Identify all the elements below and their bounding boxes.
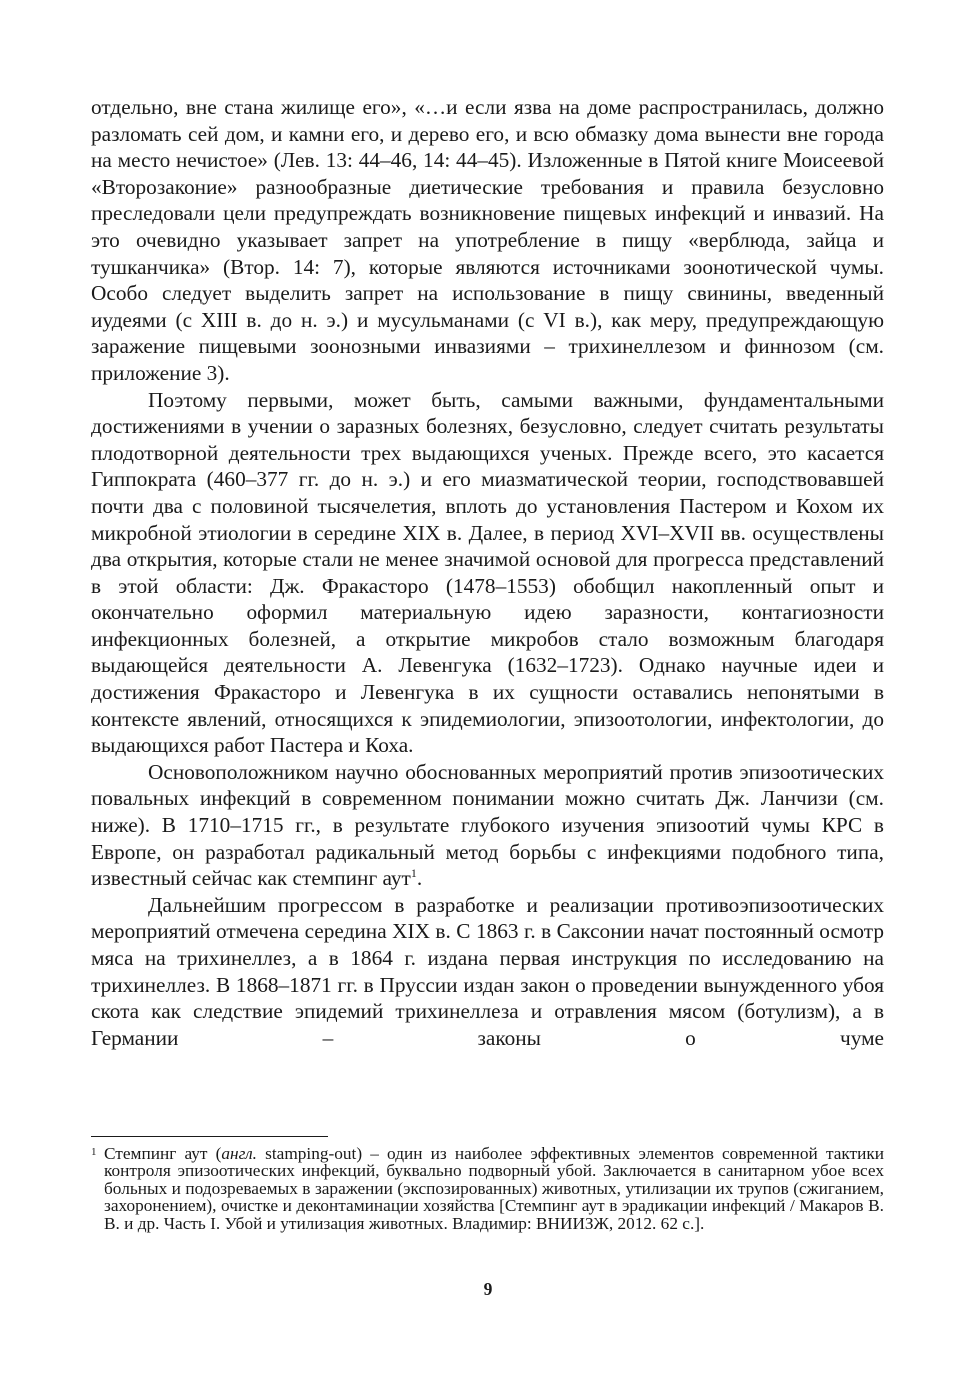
paragraph-4: Дальнейшим прогрессом в разработке и реализации противоэпизоотических мероприятий отмечена середина XIX в. С 1863 г. в Саксонии начат постоянный осмотр мяса на трихинеллез, а в 1864 г. издана первая инструкция по исследованию на трихинеллез. В 1868–1871 гг. в Пруссии издан закон о проведении вынужденного убоя скота как следствие эпидемий трихинеллеза и отравления мясом (ботулизм), а в Германии – законы о чуме: [91, 892, 884, 1050]
footnote: [91, 1145, 884, 1232]
page-body: [91, 94, 884, 1051]
paragraph-3-text: Основоположником научно обоснованных мероприятий против эпизоотических повальных инфекций в современном понимании можно считать Дж. Ланчизи (см. ниже). В 1710–1715 гг., в результате глубокого изучения эпизоотий чумы КРС в Европе, он разработал радикальный метод борьбы с инфекциями подобного типа, известный сейчас как стемпинг аут: [91, 759, 884, 891]
footnote-mark: 1: [91, 1146, 97, 1158]
footnote-italic: англ.: [221, 1144, 257, 1163]
paragraph-3-end: .: [416, 866, 423, 891]
footnote-reference: 1: [410, 866, 417, 881]
page-number: 9: [483, 1279, 493, 1299]
footnote-body: [104, 1145, 884, 1232]
footnote-separator: [91, 1136, 328, 1137]
paragraph-3: [91, 759, 884, 892]
footnote-text-rest: stamping-out) – один из наиболее эффективных элементов современной тактики контроля эпизоотических инфекций, буквально подворный убой. Заключается в санитарном убое всех больных и подозреваемых в заражении (экспозированных) животных, утилизации их трупов (сжиганием, захоронением), очистке и деконтаминации хозяйства [Стемпинг аут в эрадикации инфекций / Макаров В. В. и др. Часть I. Убой и утилизация животных. Владимир: ВНИИЗЖ, 2012. 62 с.].: [104, 1144, 884, 1233]
paragraph-2: Поэтому первыми, может быть, самыми важными, фундаментальными достижениями в учении о заразных болезнях, безусловно, следует считать результаты плодотворной деятельности трех выдающихся ученых. Прежде всего, это касается Гиппократа (460–377 гг. до н. э.) и его миазматической теории, господствовавшей почти два с половиной тысячелетия, вплоть до установления Пастером и Кохом их микробной этиологии в середине XIX в. Далее, в период XVI–XVII вв. осуществлены два открытия, которые стали не менее значимой основой для прогресса представлений в этой области: Дж. Фракасторо (1478–1553) обобщил накопленный опыт и окончательно оформил материальную идею заразности, контагиозности инфекционных болезней, а открытие микробов стало возможным благодаря выдающейся деятельности А. Левенгука (1632–1723). Однако научные идеи и достижения Фракасторо и Левенгука в их сущности оставались непонятыми в контексте явлений, относящихся к эпидемиологии, эпизоотологии, инфектологии, до выдающихся работ Пастера и Коха.: [91, 387, 884, 758]
paragraph-1: отдельно, вне стана жилище его», «…и если язва на доме распространилась, должно разломать сей дом, и камни его, и дерево его, и всю обмазку дома вынести вне города на место нечистое» (Лев. 13: 44–46, 14: 44–45). Изложенные в Пятой книге Моисеевой «Второзаконие» разнообразные диетические требования и правила безусловно преследовали цели предупреждать возникновение пищевых инфекций и инвазий. На это очевидно указывает запрет на употребление в пищу «верблюда, зайца и тушканчика» (Втор. 14: 7), которые являются источниками зоонотической чумы. Особо следует выделить запрет на использование в пищу свинины, введенный иудеями (с XIII в. до н. э.) и мусульманами (с VI в.), как меру, предупреждающую заражение пищевыми зоонозными инвазиями – трихинеллезом и финнозом (см. приложение 3).: [91, 95, 884, 385]
footnote-text-start: Стемпинг аут (: [104, 1144, 222, 1163]
